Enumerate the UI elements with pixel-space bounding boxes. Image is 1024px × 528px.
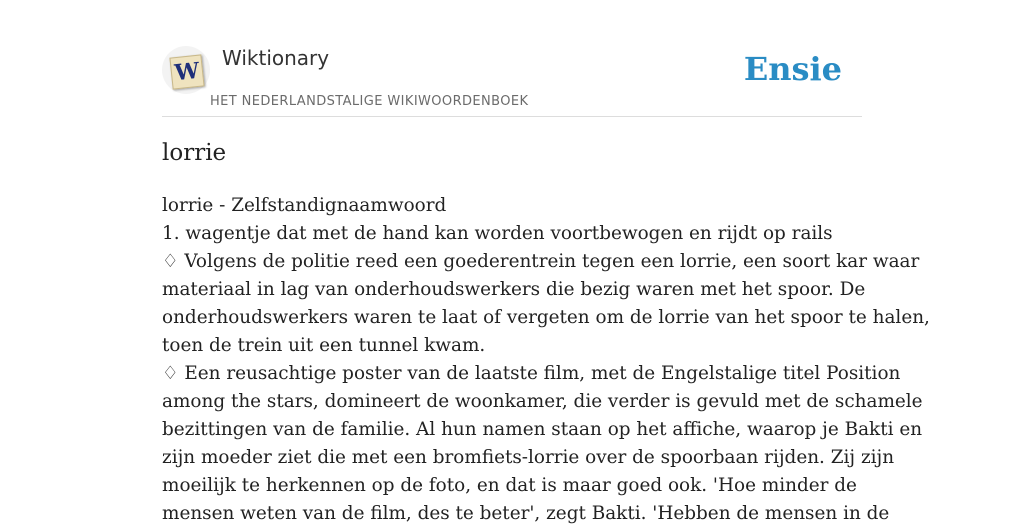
example-line: among the stars, domineert de woonkamer, die verder is gevuld met de schamele xyxy=(162,391,923,412)
wiktionary-logo[interactable] xyxy=(162,46,210,94)
page-title: lorrie xyxy=(162,140,227,166)
site-header xyxy=(162,44,862,117)
example-line: moeilijk te herkennen op de foto, en dat is maar goed ook. 'Hoe minder de xyxy=(162,475,857,496)
definition-line: 1. wagentje dat met de hand kan worden voortbewogen en rijdt op rails xyxy=(162,223,833,244)
example-line: toen de trein uit een tunnel kwam. xyxy=(162,335,486,356)
site-tagline: HET NEDERLANDSTALIGE WIKIWOORDENBOEK xyxy=(210,94,529,109)
example-line: ♢ Een reusachtige poster van de laatste film, met de Engelstalige titel Position xyxy=(162,363,901,384)
example-line: zijn moeder ziet die met een bromfiets-lorrie over de spoorbaan rijden. Zij zijn xyxy=(162,447,895,468)
example-line: bezittingen van de familie. Al hun namen staan op het affiche, waarop je Bakti en xyxy=(162,419,923,440)
example-line: onderhoudswerkers waren te laat of vergeten om de lorrie van het spoor te halen, xyxy=(162,307,930,328)
example-line: materiaal in lag van onderhoudswerkers die bezig waren met het spoor. De xyxy=(162,279,866,300)
article-body xyxy=(162,192,930,528)
example-line: ♢ Volgens de politie reed een goederentrein tegen een lorrie, een soort kar waar xyxy=(162,251,920,272)
example-line: mensen weten van de film, des te beter', zegt Bakti. 'Hebben de mensen in de xyxy=(162,503,890,524)
wiktionary-w-icon: W xyxy=(169,54,204,89)
ensie-logo[interactable]: Ensie xyxy=(743,50,842,88)
entry-heading: lorrie - Zelfstandignaamwoord xyxy=(162,195,447,216)
site-name[interactable]: Wiktionary xyxy=(222,46,330,70)
